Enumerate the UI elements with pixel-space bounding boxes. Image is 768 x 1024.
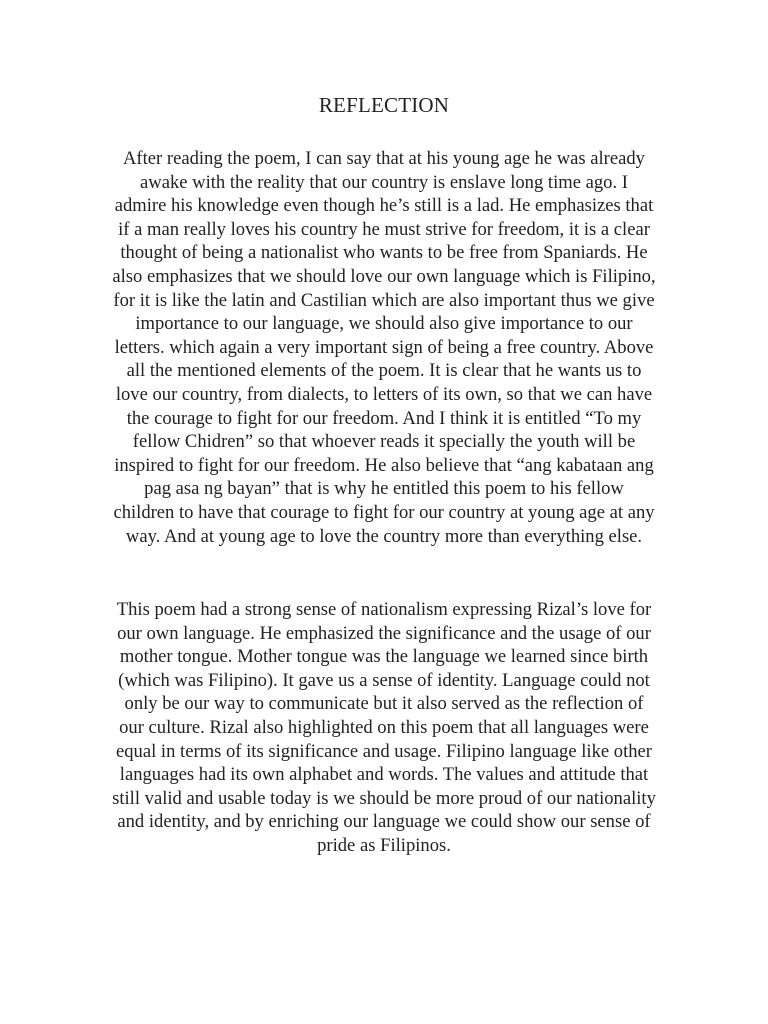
text-line: for it is like the latin and Castilian which are also important thus we give	[113, 289, 655, 311]
text-line: also emphasizes that we should love our own language which is Filipino,	[112, 265, 656, 287]
text-line: fellow Chidren” so that whoever reads it specially the youth will be	[132, 431, 636, 453]
text-line: still valid and usable today is we should be more proud of our nationality	[112, 787, 656, 809]
text-line: inspired to fight for our freedom. He also believe that “ang kabataan ang	[114, 454, 654, 476]
text-line: equal in terms of its significance and usage. Filipino language like other	[116, 740, 652, 762]
text-line: importance to our language, we should also give importance to our	[135, 313, 633, 335]
page-title: REFLECTION	[318, 93, 450, 117]
text-line: if a man really loves his country he must strive for freedom, it is a clear	[118, 218, 650, 240]
text-line: admire his knowledge even though he’s still is a lad. He emphasizes that	[114, 195, 654, 217]
text-line: only be our way to communicate but it also served as the reflection of	[124, 693, 644, 715]
text-line: letters. which again a very important sign of being a free country. Above	[114, 336, 654, 358]
text-line: way. And at young age to love the country more than everything else.	[125, 525, 643, 547]
text-line: children to have that courage to fight for our country at young age at any	[113, 501, 655, 523]
text-line: love our country, from dialects, to letters of its own, so that we can have	[115, 383, 653, 405]
text-line: pride as Filipinos.	[317, 834, 451, 856]
paragraph-2	[88, 598, 680, 858]
text-line: our own language. He emphasized the significance and the usage of our	[117, 622, 651, 644]
text-line: After reading the poem, I can say that at his young age he was already	[123, 148, 645, 169]
text-line: thought of being a nationalist who wants to be free from Spaniards. He	[120, 242, 648, 264]
text-line: languages had its own alphabet and words. The values and attitude that	[119, 764, 649, 786]
text-line: mother tongue. Mother tongue was the language we learned since birth	[119, 646, 649, 668]
text-line: our culture. Rizal also highlighted on this poem that all languages were	[119, 716, 649, 738]
text-line: This poem had a strong sense of nationalism expressing Rizal’s love for	[116, 599, 652, 620]
text-line: awake with the reality that our country is enslave long time ago. I	[140, 171, 628, 193]
text-line: the courage to fight for our freedom. And I think it is entitled “To my	[126, 407, 642, 429]
paragraph-1	[88, 147, 680, 548]
text-line: all the mentioned elements of the poem. It is clear that he wants us to	[126, 360, 642, 382]
text-line: pag asa ng bayan” that is why he entitled this poem to his fellow	[144, 478, 624, 500]
text-line: (which was Filipino). It gave us a sense of identity. Language could not	[118, 669, 650, 691]
text-line: and identity, and by enriching our language we could show our sense of	[117, 811, 651, 833]
